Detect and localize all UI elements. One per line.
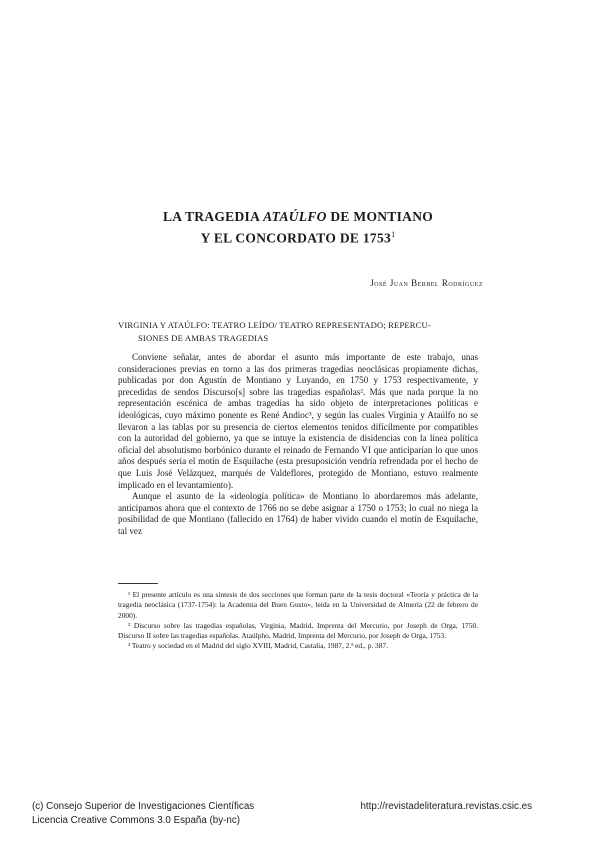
- body-text: [118, 352, 478, 538]
- article-title: [0, 208, 596, 248]
- section-heading-line-1: VIRGINIA Y ATAÚLFO: TEATRO LEÍDO/ TEATRO REPRESENTADO; REPERCU-: [118, 320, 431, 330]
- section-heading-line-2: SIONES DE AMBAS TRAGEDIAS: [138, 333, 269, 343]
- title-line-2: [0, 226, 596, 248]
- title-suffix: DE MONTIANO: [326, 209, 434, 224]
- title-line-1: [0, 208, 596, 226]
- license-line-1: (c) Consejo Superior de Investigaciones Científicas: [32, 801, 255, 812]
- title-italic-word: ATAÚLFO: [263, 209, 327, 224]
- title-prefix: LA TRAGEDIA: [162, 209, 264, 224]
- footnote-divider: [118, 583, 158, 584]
- footnotes: [118, 590, 478, 652]
- license-notice: [32, 800, 254, 827]
- body-paragraph-1: Conviene señalar, antes de abordar el asunto más importante de este trabajo, unas consideraciones previas en torno a las dos primeras tragedias neoclásicas propiamente dichas, publicadas por don Agustín de Montiano y Luyando, en 1750 y 1753 respectivamente, y precedidas de sendos Discurso[s] sobre las tragedias españolas². Más que nada porque la no representación escénica de ambas tragedias ha sido objeto de interpretaciones políticas e ideológicas, cuyo máximo ponente es René Andioc³, y según las cuales Virginia y Ataúlfo no se llevaron a las tablas por su presencia de ciertos elementos tenidos difícilmente por compatibles con la autoridad del gobierno, ya que se intuye la existencia de disidencias con la línea política oficial del absolutismo borbónico durante el reinado de Fernando VI que anticiparían lo que unos años después sería el motín de Esquilache (esta presuposición vendría refrendada por el hecho de que Luis José Velázquez, marqués de Valdeflores, protegido de Montiano, estuvo realmente implicado en el levantamiento).: [118, 352, 478, 490]
- body-paragraph-2: Aunque el asunto de la «ideología política» de Montiano lo abordaremos más adelante, anticipamos ahora que el contexto de 1766 no se debe asignar a 1750 o 1753; lo cual no niega la posibilidad de que Montiano (fallecido en 1764) de haber vivido cuando el motín de Esquilache, tal vez: [118, 491, 478, 536]
- footnote-3: ³ Teatro y sociedad en el Madrid del siglo XVIII, Madrid, Castalia, 1987, 2.ª ed., p. 387.: [128, 641, 388, 651]
- footnote-2: ² Discurso sobre las tragedias españolas, Virginia, Madrid, Imprenta del Mercurio, por Joseph de Orga, 1750. Discurso II sobre las tragedias españolas. Ataúlpho, Madrid, Imprenta del Mercurio, por Joseph de Orga, 1753.: [118, 620, 478, 641]
- journal-url[interactable]: http://revistadeliteratura.revistas.csic.es: [360, 801, 532, 812]
- section-heading: [118, 319, 478, 345]
- title-line-2-text: Y EL CONCORDATO DE 1753: [200, 230, 392, 246]
- author-name: José Juan Berbel Rodríguez: [370, 278, 483, 288]
- footnote-1: ¹ El presente artículo es una síntesis de dos secciones que forman parte de la tesis doctoral «Teoría y práctica de la tragedia neoclásica (1737-1754): la Academia del Buen Gusto», leída en la Universidad de Almería (22 de febrero de 2000).: [118, 590, 478, 620]
- title-footnote-marker: 1: [391, 230, 396, 239]
- license-line-2: Licencia Creative Commons 3.0 España (by-nc): [32, 814, 241, 826]
